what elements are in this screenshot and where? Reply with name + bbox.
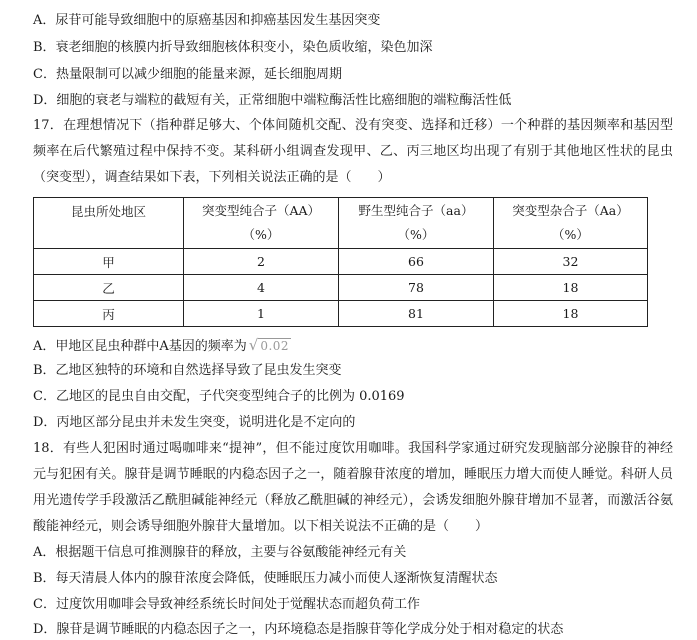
q16-option-d: D．细胞的衰老与端粒的截短有关，正常细胞中端粒酶活性比癌细胞的端粒酶活性低 xyxy=(33,93,512,108)
table-header-row xyxy=(34,198,648,249)
value-cell: 18 xyxy=(494,275,648,301)
table-row xyxy=(34,301,648,327)
q17-stem: 17．在理想情况下（指种群足够大、个体间随机交配、没有突变、选择和迁移）一个种群的基因频率和基因型频率在后代繁殖过程中保持不变。某科研小组调查发现甲、乙、丙三地区均出现了有别于其他地区性状的昆虫（突变型），调查结果如下表，下列相关说法正确的是（ ） xyxy=(33,118,673,185)
header-mutant-heterozygote: 突变型杂合子（Aa） （%） xyxy=(494,198,648,249)
value-cell: 1 xyxy=(184,301,339,327)
q17-option-b: B．乙地区独特的环境和自然选择导致了昆虫发生突变 xyxy=(33,363,342,378)
q18-option-a: A．根据题干信息可推测腺苷的释放，主要与谷氨酸能神经元有关 xyxy=(33,545,407,560)
q17-option-a: A．甲地区昆虫种群中A基因的频率为 √ 0.02 xyxy=(33,336,290,354)
q16-option-b: B．衰老细胞的核膜内折导致细胞核体积变小，染色质收缩，染色加深 xyxy=(33,40,433,55)
region-cell: 丙 xyxy=(34,301,184,327)
value-cell: 32 xyxy=(494,249,648,275)
value-cell: 66 xyxy=(339,249,494,275)
value-cell: 4 xyxy=(184,275,339,301)
value-cell: 18 xyxy=(494,301,648,327)
header-region: 昆虫所处地区 xyxy=(34,198,184,249)
q17-option-d: D．丙地区部分昆虫并未发生突变，说明进化是不定向的 xyxy=(33,415,356,430)
header-wild-homozygote: 野生型纯合子（aa） （%） xyxy=(339,198,494,249)
table-row xyxy=(34,249,648,275)
q16-option-a: A．尿苷可能导致细胞中的原癌基因和抑癌基因发生基因突变 xyxy=(33,13,381,28)
q18-option-b: B．每天清晨人体内的腺苷浓度会降低，使睡眠压力减小而使人逐渐恢复清醒状态 xyxy=(33,571,498,586)
q18-option-c: C．过度饮用咖啡会导致神经系统长时间处于觉醒状态而超负荷工作 xyxy=(33,597,420,612)
region-cell: 甲 xyxy=(34,249,184,275)
value-cell: 78 xyxy=(339,275,494,301)
value-cell: 81 xyxy=(339,301,494,327)
q18-stem: 18．有些人犯困时通过喝咖啡来“提神”，但不能过度饮用咖啡。我国科学家通过研究发现脑部分泌腺苷的神经元与犯困有关。腺苷是调节睡眠的内稳态因子之一，随着腺苷浓度的增加，睡眠压力增大而使人睡觉。科研人员用光遗传学手段激活乙酰胆碱能神经元（释放乙酰胆碱的神经元），会诱发细胞外腺苷增加不显著，而激活谷氨酸能神经元，则会诱导细胞外腺苷大量增加。以下相关说法不正确的是（ ） xyxy=(33,441,673,534)
q17-data-table xyxy=(33,197,648,327)
radical-sign-icon: √ xyxy=(248,336,259,354)
square-root-expression: √ 0.02 xyxy=(248,336,290,354)
value-cell: 2 xyxy=(184,249,339,275)
q17-option-c: C．乙地区的昆虫自由交配，子代突变型纯合子的比例为 0.0169 xyxy=(33,389,405,404)
header-mutant-homozygote: 突变型纯合子（AA） （%） xyxy=(184,198,339,249)
table-row xyxy=(34,275,648,301)
region-cell: 乙 xyxy=(34,275,184,301)
q16-option-c: C．热量限制可以减少细胞的能量来源，延长细胞周期 xyxy=(33,67,342,82)
q18-option-d: D．腺苷是调节睡眠的内稳态因子之一，内环境稳态是指腺苷等化学成分处于相对稳定的状态 xyxy=(33,622,564,637)
